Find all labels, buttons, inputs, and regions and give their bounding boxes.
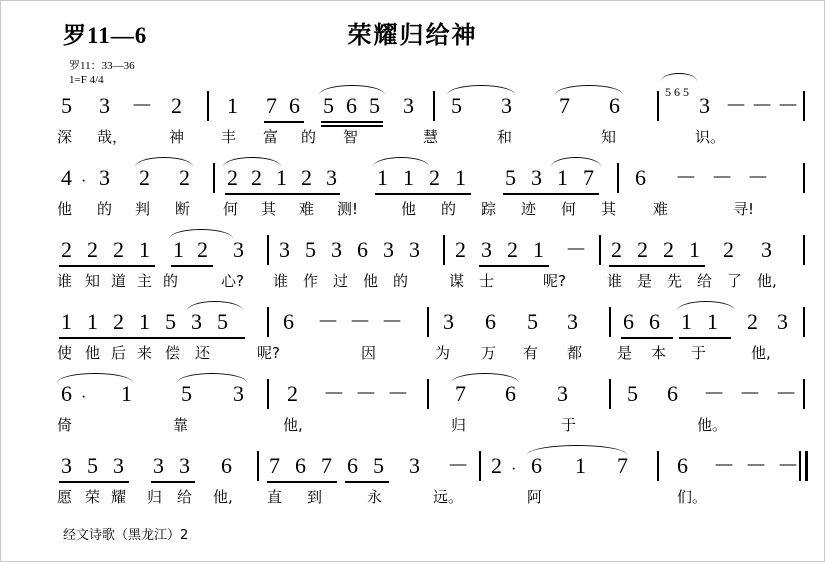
lyric: 来: [137, 344, 153, 362]
note: 1: [173, 237, 184, 262]
note: 6: [347, 453, 358, 478]
lyric: 何: [223, 200, 239, 218]
note: 5: [181, 381, 192, 406]
lyric: 因: [361, 344, 377, 362]
note: 1: [227, 93, 238, 118]
footer-credit: 经文诗歌（黑龙江）2: [63, 528, 189, 543]
lyric: 后: [111, 344, 127, 362]
staff-line-5: [57, 375, 798, 447]
lyric: 归: [147, 488, 163, 506]
music-staff: [57, 85, 800, 519]
note: 5: [87, 453, 98, 478]
lyric: 为: [435, 344, 451, 362]
key-and-time-signature: 1=F 4/4: [69, 74, 104, 86]
lyric: 直: [267, 488, 283, 506]
note: 2: [301, 165, 312, 190]
slur: [451, 373, 519, 383]
slur: [135, 157, 193, 167]
sheet-subinfo: [69, 59, 135, 87]
slur: [373, 157, 429, 167]
beam-underline: [609, 265, 705, 267]
lyric: 谁: [273, 272, 289, 290]
lyric: 他: [363, 272, 379, 290]
lyric: 呢?: [543, 272, 566, 290]
lyric: 的: [301, 128, 317, 146]
slur: [177, 373, 247, 383]
note: －: [703, 381, 726, 406]
lyric: 他,: [757, 272, 777, 290]
note: 2: [179, 165, 190, 190]
lyric: 还: [195, 344, 211, 362]
note: 5: [369, 93, 380, 118]
slur: [447, 85, 515, 95]
note: 2: [455, 237, 466, 262]
lyric: 他,: [213, 488, 233, 506]
note: －: [777, 453, 800, 478]
lyric: 谁: [57, 272, 73, 290]
note: －: [387, 381, 410, 406]
note: 3: [531, 165, 542, 190]
note: 6: [649, 309, 660, 334]
note: 2: [491, 453, 502, 478]
lyric: 难: [653, 200, 669, 218]
note: 3: [279, 237, 290, 262]
beam-underline: [621, 337, 673, 339]
beam-underline: [59, 265, 155, 267]
note: 3: [409, 237, 420, 262]
slur: [57, 373, 133, 383]
note: 6: [677, 453, 688, 478]
note: 6: [667, 381, 678, 406]
note: －: [447, 453, 470, 478]
scripture-ref-title: 罗11—6: [63, 23, 148, 48]
note: 1: [707, 309, 718, 334]
barline: [213, 163, 215, 193]
note: 5: [505, 165, 516, 190]
note: 6: [289, 93, 300, 118]
note: 2: [171, 93, 182, 118]
lyric: 他,: [283, 416, 303, 434]
barline: [609, 379, 611, 409]
note: 5: [373, 453, 384, 478]
note: 1: [689, 237, 700, 262]
note-row-4: [61, 303, 796, 343]
note: 2: [611, 237, 622, 262]
staff-line-3: [57, 231, 796, 303]
lyric: 丰: [221, 128, 237, 146]
lyric: 他。: [697, 416, 728, 434]
note: －: [739, 381, 762, 406]
note: 3: [409, 453, 420, 478]
note: 1: [377, 165, 388, 190]
scripture-reference: 罗11：33—36: [69, 60, 135, 72]
lyric-row-4: [57, 343, 796, 369]
note: 5: [627, 381, 638, 406]
note: －: [317, 309, 340, 334]
barline: [433, 91, 435, 121]
beam-underline: [171, 265, 213, 267]
lyric: 到: [307, 488, 323, 506]
barline: [479, 451, 481, 481]
lyric-row-3: [57, 271, 796, 297]
note: 7: [269, 453, 280, 478]
note: 3: [331, 237, 342, 262]
slur: [223, 157, 281, 167]
barline: [803, 163, 805, 193]
lyric: 呢?: [257, 344, 280, 362]
note: 3: [403, 93, 414, 118]
lyric: 有: [523, 344, 539, 362]
note: 3: [443, 309, 454, 334]
note: 3: [326, 165, 337, 190]
note: 1: [533, 237, 544, 262]
beam-underline: [264, 121, 304, 123]
barline: [617, 163, 619, 193]
slur: [169, 229, 233, 239]
beam-underline: [345, 481, 389, 483]
lyric: 何: [561, 200, 577, 218]
note: 2: [429, 165, 440, 190]
beam-underline: [321, 121, 383, 123]
note: －: [349, 309, 372, 334]
dotted-rhythm-dot: ·: [511, 461, 517, 478]
note-row-5: [61, 375, 796, 415]
note: 1: [121, 381, 132, 406]
lyric: 的: [163, 272, 179, 290]
note: 5: [217, 309, 228, 334]
lyric: 倚: [57, 416, 73, 434]
note: 1: [87, 309, 98, 334]
note: 5: [61, 93, 72, 118]
lyric: 测!: [337, 200, 359, 218]
beam-underline: [267, 481, 337, 483]
note: 7: [321, 453, 332, 478]
dotted-rhythm-dot: ·: [81, 389, 87, 406]
note: 3: [777, 309, 788, 334]
note: 2: [139, 165, 150, 190]
note: 3: [567, 309, 578, 334]
note: 6: [283, 309, 294, 334]
note: －: [747, 165, 770, 190]
barline: [427, 379, 429, 409]
lyric: 是: [637, 272, 653, 290]
lyric: 使: [57, 344, 73, 362]
note: 6: [61, 381, 72, 406]
barline: [803, 307, 805, 337]
beam-underline: [59, 337, 245, 339]
lyric: 于: [691, 344, 707, 362]
lyric: 寻!: [733, 200, 755, 218]
lyric: 荣: [85, 488, 101, 506]
note: 1: [61, 309, 72, 334]
note: 7: [266, 93, 277, 118]
lyric: 富: [263, 128, 279, 146]
lyric: 归: [451, 416, 467, 434]
note: －: [131, 93, 154, 118]
lyric: 士: [479, 272, 495, 290]
slur: [527, 445, 627, 455]
barline: [657, 91, 659, 121]
lyric: 过: [333, 272, 349, 290]
slur: [551, 157, 601, 167]
lyric: 的: [441, 200, 457, 218]
lyric: 谁: [607, 272, 623, 290]
lyric: 于: [561, 416, 577, 434]
page-title: 荣耀归给神: [347, 21, 478, 49]
note: 3: [557, 381, 568, 406]
lyric-row-5: [57, 415, 796, 441]
grace-notes: 5 6 5: [665, 85, 689, 99]
lyric: 心?: [221, 272, 244, 290]
note: 5: [165, 309, 176, 334]
note: 5: [451, 93, 462, 118]
slur: [187, 301, 243, 311]
note: －: [565, 237, 588, 262]
staff-line-2: [57, 159, 796, 231]
note: 1: [403, 165, 414, 190]
note: 1: [455, 165, 466, 190]
note: －: [725, 93, 748, 118]
slur: [319, 85, 385, 95]
lyric: 识。: [695, 128, 726, 146]
lyric: 的: [97, 200, 113, 218]
note: 3: [233, 237, 244, 262]
lyric: 道: [111, 272, 127, 290]
lyric-row-6: [57, 487, 796, 513]
note: 7: [455, 381, 466, 406]
note: 3: [233, 381, 244, 406]
lyric: 作: [303, 272, 319, 290]
note: 2: [507, 237, 518, 262]
note: 5: [305, 237, 316, 262]
note: －: [323, 381, 346, 406]
lyric: 耀: [111, 488, 127, 506]
lyric: 偿: [165, 344, 181, 362]
note: 3: [481, 237, 492, 262]
lyric: 和: [497, 128, 513, 146]
lyric: 断: [175, 200, 191, 218]
lyric: 本: [651, 344, 667, 362]
note: 2: [251, 165, 262, 190]
note: 3: [191, 309, 202, 334]
barline: [427, 307, 429, 337]
beam-underline: [151, 481, 195, 483]
note-row-2: [61, 159, 796, 199]
note: 3: [99, 165, 110, 190]
note: 1: [557, 165, 568, 190]
note: 6: [485, 309, 496, 334]
lyric: 给: [697, 272, 713, 290]
staff-line-1: [57, 85, 800, 159]
note: －: [675, 165, 698, 190]
lyric: 哉，: [97, 128, 128, 146]
note: 3: [153, 453, 164, 478]
note: 6: [295, 453, 306, 478]
lyric: 谋: [449, 272, 465, 290]
note: －: [751, 93, 774, 118]
note: 5: [527, 309, 538, 334]
lyric: 知: [601, 128, 617, 146]
note: 2: [113, 309, 124, 334]
lyric: 他,: [751, 344, 771, 362]
lyric: 万: [481, 344, 497, 362]
lyric: 他: [85, 344, 101, 362]
slur: [555, 85, 623, 95]
lyric: 慧: [423, 128, 439, 146]
note: －: [711, 165, 734, 190]
barline: [803, 91, 805, 121]
lyric: 永: [367, 488, 383, 506]
lyric: 愿: [57, 488, 73, 506]
note: 6: [531, 453, 542, 478]
note: 2: [747, 309, 758, 334]
beam-underline: [59, 481, 129, 483]
note-row-3: [61, 231, 796, 271]
lyric-row-1: [57, 127, 796, 153]
barline: [803, 235, 805, 265]
note: 2: [197, 237, 208, 262]
note: 3: [113, 453, 124, 478]
lyric: 他: [57, 200, 73, 218]
lyric: 智: [343, 128, 359, 146]
lyric: 主: [137, 272, 153, 290]
lyric: 难: [299, 200, 315, 218]
barline: [257, 451, 259, 481]
note: 6: [505, 381, 516, 406]
note: 7: [583, 165, 594, 190]
lyric: 其: [261, 200, 277, 218]
lyric: 阿: [527, 488, 543, 506]
lyric: 知: [85, 272, 101, 290]
slur: [661, 73, 697, 81]
note: 2: [663, 237, 674, 262]
note: －: [777, 93, 800, 118]
lyric: 的: [393, 272, 409, 290]
note: 3: [179, 453, 190, 478]
lyric: 先: [667, 272, 683, 290]
lyric: 远。: [433, 488, 464, 506]
barline: [799, 451, 801, 481]
staff-line-4: [57, 303, 796, 375]
barline: [207, 91, 209, 121]
lyric: 他: [401, 200, 417, 218]
lyric: 神: [169, 128, 185, 146]
beam-underline: [479, 265, 549, 267]
barline: [599, 235, 601, 265]
note: 1: [139, 237, 150, 262]
lyric: 们。: [677, 488, 708, 506]
note: 2: [287, 381, 298, 406]
note: 4: [61, 165, 72, 190]
note: 1: [681, 309, 692, 334]
note: 1: [276, 165, 287, 190]
beam-underline: [375, 193, 471, 195]
barline: [803, 379, 805, 409]
staff-line-6: [57, 447, 800, 519]
lyric: 踪: [481, 200, 497, 218]
note: 3: [761, 237, 772, 262]
note: －: [745, 453, 768, 478]
lyric: 靠: [173, 416, 189, 434]
lyric: 了: [727, 272, 743, 290]
note: 6: [346, 93, 357, 118]
barline: [267, 379, 269, 409]
note: －: [713, 453, 736, 478]
beam-underline: [225, 193, 340, 195]
dotted-rhythm-dot: ·: [81, 173, 87, 190]
note: 2: [87, 237, 98, 262]
note: 6: [609, 93, 620, 118]
lyric-row-2: [57, 199, 796, 225]
barline: [267, 307, 269, 337]
note: 3: [61, 453, 72, 478]
final-barline: [805, 451, 808, 481]
note: 2: [113, 237, 124, 262]
note: －: [775, 381, 798, 406]
lyric: 判: [135, 200, 151, 218]
note: 3: [383, 237, 394, 262]
barline: [609, 307, 611, 337]
note: 7: [617, 453, 628, 478]
note: 2: [227, 165, 238, 190]
lyric: 其: [601, 200, 617, 218]
barline: [657, 451, 659, 481]
beam-underline: [679, 337, 731, 339]
note: 7: [559, 93, 570, 118]
note: 6: [221, 453, 232, 478]
note: 2: [723, 237, 734, 262]
lyric: 深: [57, 128, 73, 146]
beam-underline: [503, 193, 599, 195]
note-row-6: [61, 447, 800, 487]
note: 3: [699, 93, 710, 118]
note: 1: [575, 453, 586, 478]
note: 3: [99, 93, 110, 118]
barline: [267, 235, 269, 265]
note: 6: [635, 165, 646, 190]
note: －: [381, 309, 404, 334]
lyric: 都: [567, 344, 583, 362]
sheet-header: [1, 11, 824, 51]
note: 2: [61, 237, 72, 262]
note: 2: [637, 237, 648, 262]
note: －: [355, 381, 378, 406]
note-row-1: [61, 85, 800, 127]
note: 1: [139, 309, 150, 334]
slur: [677, 301, 735, 311]
lyric: 给: [177, 488, 193, 506]
note: 6: [623, 309, 634, 334]
lyric: 迹: [521, 200, 537, 218]
note: 5: [323, 93, 334, 118]
lyric: 是: [617, 344, 633, 362]
barline: [443, 235, 445, 265]
note: 6: [357, 237, 368, 262]
note: 3: [501, 93, 512, 118]
